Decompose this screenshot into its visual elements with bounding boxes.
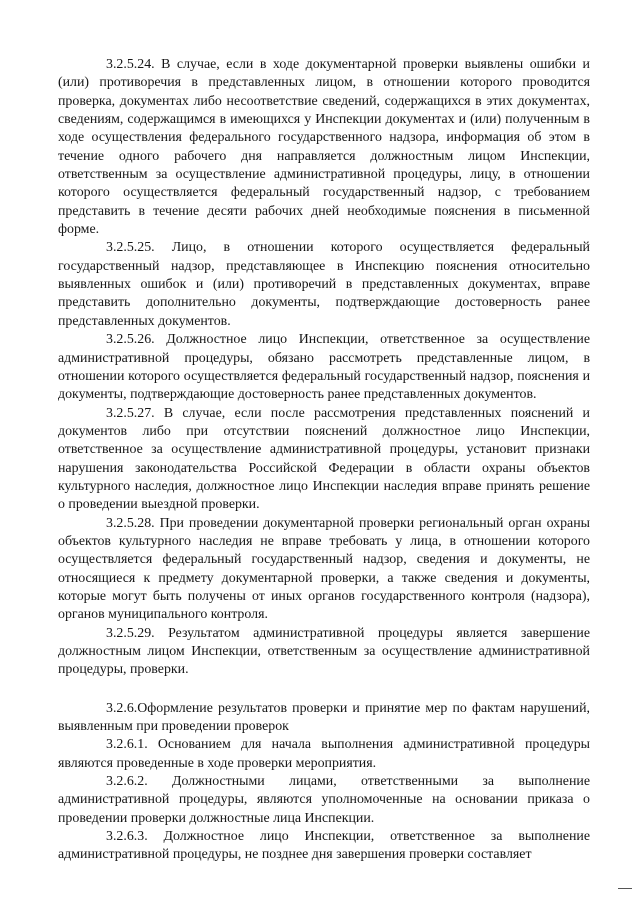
paragraph-3-2-6-1: 3.2.6.1. Основанием для начала выполнения административной процедуры являются проведенные в ходе проверки мероприятия.	[58, 737, 590, 771]
paragraph-3-2-5-28: 3.2.5.28. При проведении документарной проверки региональный орган охраны объектов культурного наследия не вправе требовать у лица, в отношении которого осуществляется федеральный государственный надзор, сведения и документы, не относящиеся к предмету документарной проверки, а также сведения и документы, которые могут быть получены от иных органов государственного контроля (надзора), органов муниципального контроля.	[58, 515, 590, 623]
paragraph-3-2-6-2: 3.2.6.2. Должностными лицами, ответственными за выполнение административной процедуры, являются уполномоченные на основании приказа о проведении проверки должностные лица Инспекции.	[58, 774, 590, 826]
document-page	[58, 56, 590, 865]
page-edge-mark	[618, 888, 632, 889]
section-spacer	[58, 680, 590, 700]
paragraph-3-2-5-26: 3.2.5.26. Должностное лицо Инспекции, ответственное за осуществление административной процедуры, обязано рассмотреть представленные лицом, в отношении которого осуществляется федеральный государственный надзор, пояснения и документы, подтверждающие достоверность ранее представленных документов.	[58, 332, 590, 403]
paragraph-3-2-6-3: 3.2.6.3. Должностное лицо Инспекции, ответственное за выполнение административной процедуры, не позднее дня завершения проверки составляет	[58, 829, 590, 863]
paragraph-3-2-5-24: 3.2.5.24. В случае, если в ходе документарной проверки выявлены ошибки и (или) противоречия в представленных лицом, в отношении которого проводится проверка, документах либо несоответствие сведений, содержащихся в этих документах, сведениям, содержащимся в имеющихся у Инспекции документах и (или) полученным в ходе осуществления федерального государственного надзора, информация об этом в течение одного рабочего дня направляется должностным лицом Инспекции, ответственным за осуществление административной процедуры, лицу, в отношении которого осуществляется федеральный государственный надзор, с требованием представить в течение десяти рабочих дней необходимые пояснения в письменной форме.	[58, 57, 590, 238]
paragraph-3-2-5-27: 3.2.5.27. В случае, если после рассмотрения представленных пояснений и документов либо при отсутствии пояснений должностное лицо Инспекции, ответственное за осуществление административной процедуры, установит признаки нарушения законодательства Российской Федерации в области охраны объектов культурного наследия, должностное лицо Инспекции наследия вправе принять решение о проведении выездной проверки.	[58, 405, 590, 513]
paragraph-3-2-5-29: 3.2.5.29. Результатом административной процедуры является завершение должностным лицом Инспекции, ответственным за осуществление административной процедуры, проверки.	[58, 625, 590, 678]
section-heading-3-2-6: 3.2.6.Оформление результатов проверки и принятие мер по фактам нарушений, выявленным при проведении проверок	[58, 700, 590, 735]
paragraph-3-2-5-25: 3.2.5.25. Лицо, в отношении которого осуществляется федеральный государственный надзор, представляющее в Инспекцию пояснения относительно выявленных ошибок и (или) противоречий в представленных документах, вправе представить дополнительно документы, подтверждающие достоверность ранее представленных документов.	[58, 240, 590, 329]
